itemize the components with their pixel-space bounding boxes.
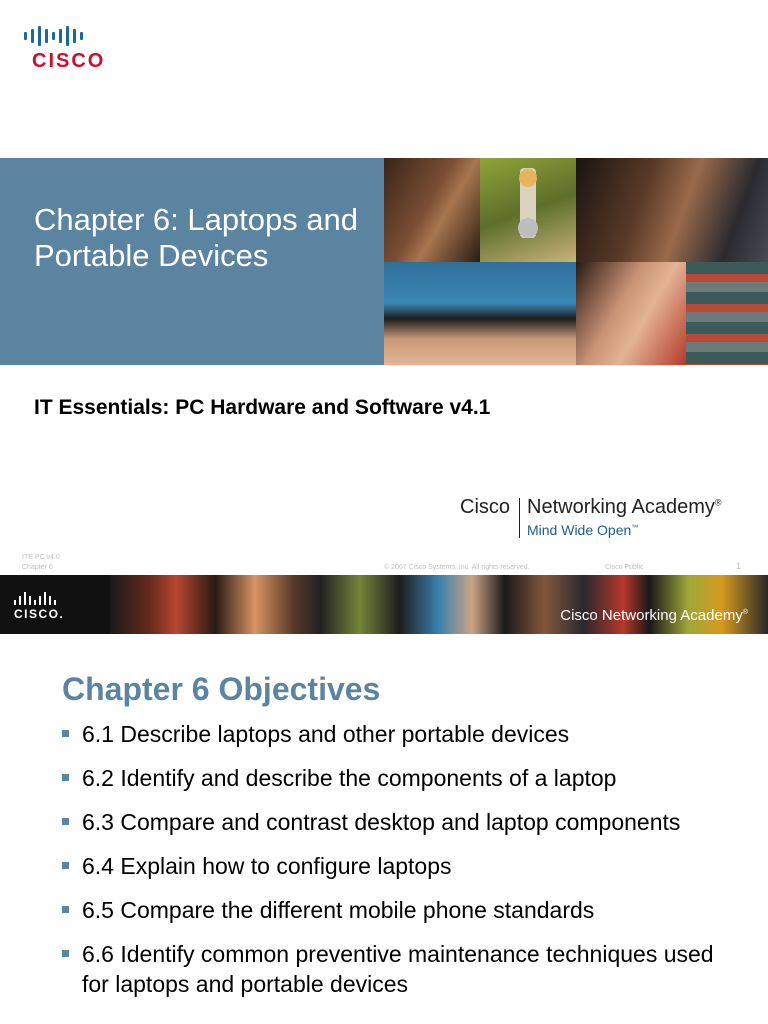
- title-band: [0, 158, 768, 365]
- objective-text: 6.5 Compare the different mobile phone standards: [82, 897, 595, 923]
- objective-text: 6.6 Identify common preventive maintenance techniques used for laptops and portable devices: [82, 941, 714, 997]
- banner-registered-mark: ®: [742, 609, 748, 616]
- objectives-slide: [0, 575, 768, 1024]
- bullet-icon: [62, 774, 69, 781]
- networking-academy-logo: [460, 496, 760, 546]
- objective-text: 6.1 Describe laptops and other portable devices: [82, 721, 570, 747]
- slide-title: Chapter 6: Laptops and Portable Devices: [34, 202, 359, 273]
- objective-text: 6.4 Explain how to configure laptops: [82, 853, 452, 879]
- photo-man-portrait: [384, 158, 480, 262]
- banner-academy-text: [560, 607, 748, 624]
- footer-chapter: Chapter 6: [22, 564, 53, 571]
- footer-copyright: © 2007 Cisco Systems, Inc. All rights reserved.: [384, 564, 530, 571]
- photo-hooded-person: [384, 262, 576, 365]
- academy-divider: [519, 498, 520, 538]
- banner-cisco-logo: [14, 591, 74, 621]
- academy-name: [527, 496, 722, 519]
- bullet-icon: [62, 730, 69, 737]
- academy-banner: [0, 575, 768, 634]
- list-item: [62, 939, 742, 999]
- bullet-icon: [62, 950, 69, 957]
- banner-photo-strip: [110, 575, 768, 634]
- academy-tagline: [527, 522, 638, 538]
- academy-tagline-text: Mind Wide Open: [527, 522, 632, 538]
- page-number: 1: [736, 561, 742, 571]
- footer-classification: Cisco Public: [605, 564, 644, 571]
- footer-course: ITE PC v4.0: [22, 554, 60, 561]
- list-item: [62, 851, 742, 881]
- objectives-list: [62, 719, 742, 1013]
- academy-cisco-word: Cisco: [460, 496, 511, 518]
- bullet-icon: [62, 906, 69, 913]
- banner-academy-name: Cisco Networking Academy: [560, 607, 743, 624]
- list-item: [62, 763, 742, 793]
- photo-collage: [384, 158, 768, 365]
- bullet-icon: [62, 818, 69, 825]
- photo-train: [686, 262, 768, 365]
- cisco-logo: [22, 24, 122, 74]
- banner-cisco-text: CISCO.: [14, 607, 65, 621]
- title-panel: [0, 158, 384, 365]
- list-item: [62, 807, 742, 837]
- objectives-title: Chapter 6 Objectives: [62, 671, 381, 707]
- photo-man-smiling: [576, 158, 768, 262]
- skateboard-wheel-icon: [480, 158, 576, 262]
- objective-text: 6.2 Identify and describe the components of a laptop: [82, 765, 617, 791]
- list-item: [62, 895, 742, 925]
- objective-text: 6.3 Compare and contrast desktop and laptop components: [82, 809, 681, 835]
- course-subtitle: IT Essentials: PC Hardware and Software v4.1: [34, 396, 491, 419]
- academy-name-text: Networking Academy: [527, 496, 715, 518]
- cisco-logo-text: CISCO: [32, 50, 106, 72]
- cisco-bridge-icon: [22, 24, 122, 48]
- registered-mark: ®: [714, 497, 722, 508]
- photo-skateboard: [480, 158, 576, 262]
- bullet-icon: [62, 862, 69, 869]
- photo-woman-smiling: [576, 262, 686, 365]
- list-item: [62, 719, 742, 749]
- banner-bridge-icon: [14, 591, 74, 605]
- trademark-mark: ™: [631, 524, 639, 532]
